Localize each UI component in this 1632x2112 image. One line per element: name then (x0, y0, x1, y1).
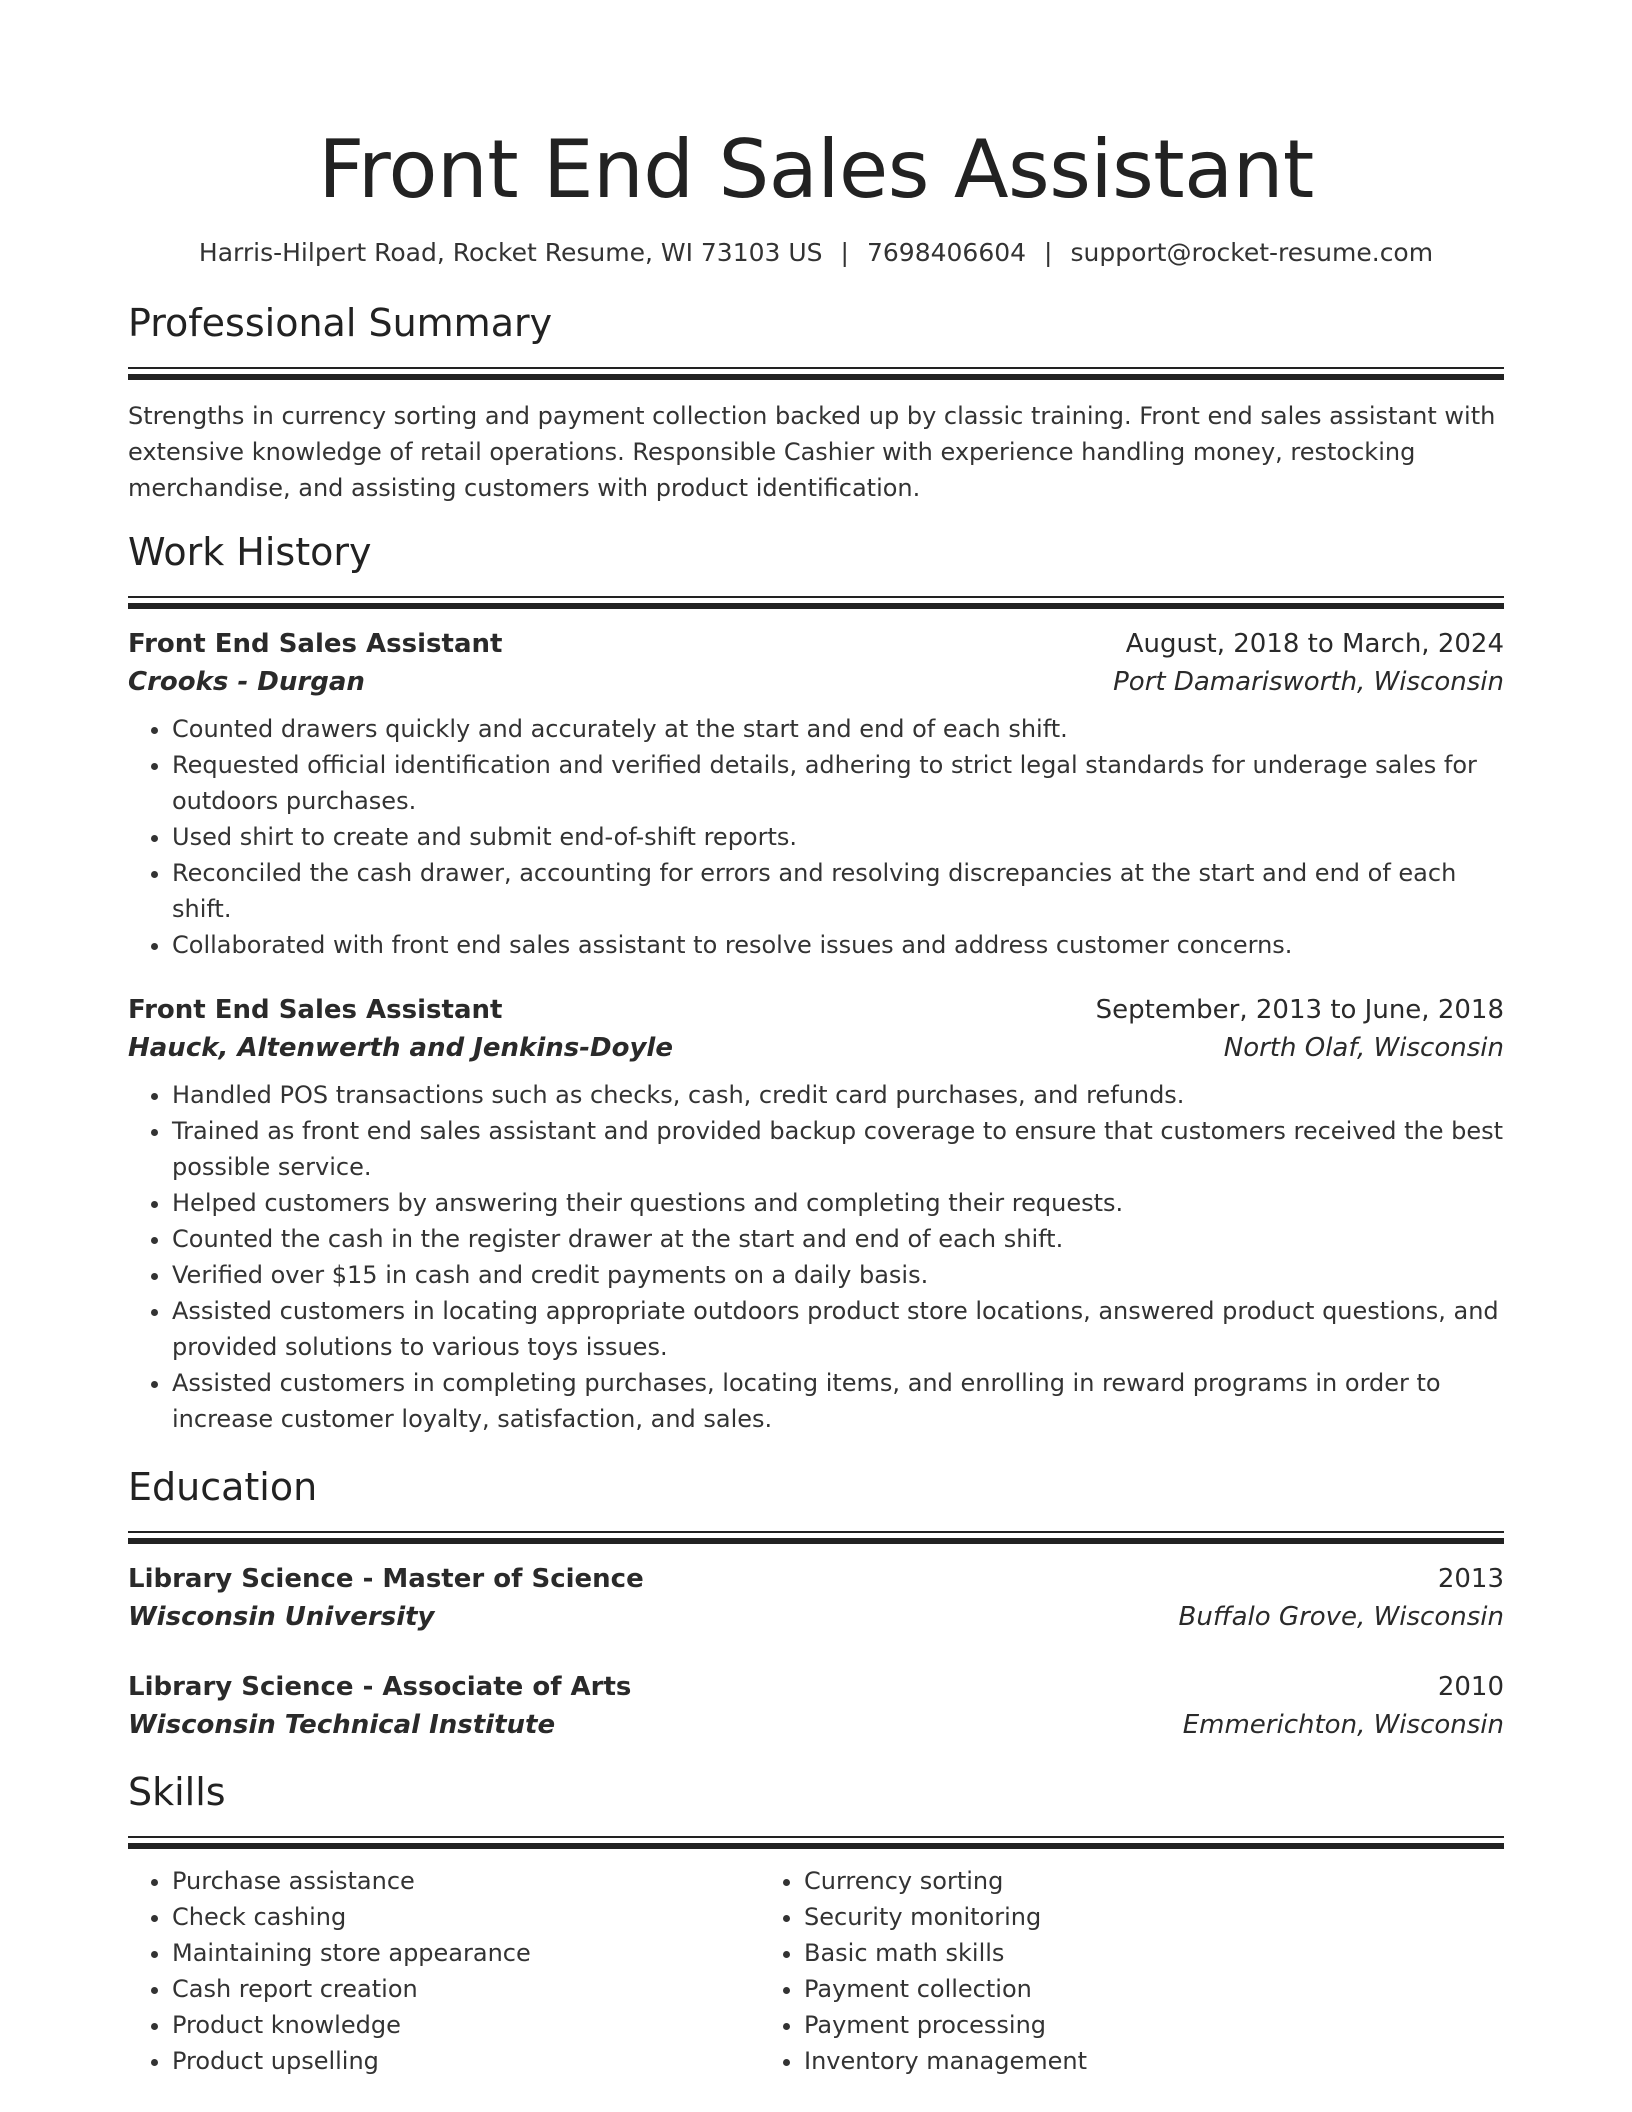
list-item: • Reconciled the cash drawer, accounting for errors and resolving discrepancies at the start and end of each shift. (172, 855, 1504, 927)
education-year: 2010 (1437, 1672, 1504, 1702)
section-title-skills: Skills (128, 1770, 226, 1814)
skill-item: • Currency sorting (804, 1863, 1392, 1899)
education-header (128, 1668, 1504, 1706)
skills-columns (128, 1863, 1504, 2079)
summary-text: Strengths in currency sorting and payment collection backed up by classic training. Front end sales assistant with extensive knowledge of retail operations. Responsible Cashier with experience handling money, restocking merchandise, and assisting customers with product identification. (128, 402, 1496, 502)
list-item: • Handled POS transactions such as checks, cash, credit card purchases, and refunds. (172, 1077, 1504, 1113)
list-item: • Used shirt to create and submit end-of-shift reports. (172, 819, 1504, 855)
contact-separator: | (840, 238, 849, 267)
job-company: Hauck, Altenwerth and Jenkins-Doyle (128, 1033, 673, 1063)
contact-separator: | (1044, 238, 1053, 267)
job-header (128, 625, 1504, 663)
skill-item: • Payment processing (804, 2007, 1392, 2043)
job-dates: September, 2013 to June, 2018 (1095, 995, 1504, 1025)
contact-line (128, 236, 1504, 270)
job-entry (128, 625, 1504, 963)
list-item: • Collaborated with front end sales assistant to resolve issues and address customer concerns. (172, 927, 1504, 963)
education-school: Wisconsin Technical Institute (128, 1710, 556, 1740)
job-bullets (128, 1077, 1504, 1437)
skill-item: • Basic math skills (804, 1935, 1392, 1971)
list-item: • Verified over $15 in cash and credit payments on a daily basis. (172, 1257, 1504, 1293)
job-title: Front End Sales Assistant (128, 995, 503, 1025)
skills-column-right (760, 1863, 1392, 2079)
education-degree: Library Science - Associate of Arts (128, 1672, 632, 1702)
section-divider (128, 367, 1504, 380)
list-item: • Requested official identification and verified details, adhering to strict legal standards for underage sales for outdoors purchases. (172, 747, 1504, 819)
skill-item: • Purchase assistance (172, 1863, 760, 1899)
list-item: • Assisted customers in locating appropriate outdoors product store locations, answered product questions, and provided solutions to various toys issues. (172, 1293, 1504, 1365)
work-section (128, 528, 1504, 1437)
skill-item: • Security monitoring (804, 1899, 1392, 1935)
job-bullets (128, 711, 1504, 963)
summary-section (128, 299, 1504, 506)
resume-name: Front End Sales Assistant (318, 123, 1314, 216)
contact-phone: 7698406604 (866, 238, 1027, 267)
job-location: Port Damarisworth, Wisconsin (1113, 667, 1504, 697)
skill-item: • Inventory management (804, 2043, 1392, 2079)
education-location: Emmerichton, Wisconsin (1182, 1710, 1504, 1740)
section-divider (128, 1531, 1504, 1544)
section-title-summary: Professional Summary (128, 301, 553, 345)
contact-address: Harris-Hilpert Road, Rocket Resume, WI 73103 US (198, 238, 823, 267)
education-entry (128, 1668, 1504, 1744)
job-title: Front End Sales Assistant (128, 629, 503, 659)
section-divider (128, 596, 1504, 609)
education-subheader (128, 1706, 1504, 1744)
job-subheader (128, 663, 1504, 701)
job-header (128, 991, 1504, 1029)
education-entry (128, 1560, 1504, 1636)
job-company: Crooks - Durgan (128, 667, 365, 697)
skill-item: • Product upselling (172, 2043, 760, 2079)
skill-item: • Payment collection (804, 1971, 1392, 2007)
education-location: Buffalo Grove, Wisconsin (1178, 1602, 1504, 1632)
education-section (128, 1463, 1504, 1744)
list-item: • Counted the cash in the register drawer at the start and end of each shift. (172, 1221, 1504, 1257)
skill-item: • Product knowledge (172, 2007, 760, 2043)
skill-item: • Cash report creation (172, 1971, 760, 2007)
education-header (128, 1560, 1504, 1598)
education-degree: Library Science - Master of Science (128, 1564, 644, 1594)
list-item: • Assisted customers in completing purchases, locating items, and enrolling in reward programs in order to increase customer loyalty, satisfaction, and sales. (172, 1365, 1504, 1437)
skill-item: • Check cashing (172, 1899, 760, 1935)
job-entry (128, 991, 1504, 1437)
section-title-work: Work History (128, 530, 372, 574)
education-school: Wisconsin University (128, 1602, 435, 1632)
job-location: North Olaf, Wisconsin (1223, 1033, 1504, 1063)
list-item: • Helped customers by answering their questions and completing their requests. (172, 1185, 1504, 1221)
skills-section (128, 1768, 1504, 2079)
job-subheader (128, 1029, 1504, 1067)
list-item: • Counted drawers quickly and accurately at the start and end of each shift. (172, 711, 1504, 747)
skills-column-left (128, 1863, 760, 2079)
section-divider (128, 1836, 1504, 1849)
list-item: • Trained as front end sales assistant and provided backup coverage to ensure that customers received the best possible service. (172, 1113, 1504, 1185)
job-dates: August, 2018 to March, 2024 (1125, 629, 1504, 659)
contact-email: support@rocket-resume.com (1070, 238, 1434, 267)
education-year: 2013 (1437, 1564, 1504, 1594)
education-subheader (128, 1598, 1504, 1636)
section-title-education: Education (128, 1465, 318, 1509)
skill-item: • Maintaining store appearance (172, 1935, 760, 1971)
